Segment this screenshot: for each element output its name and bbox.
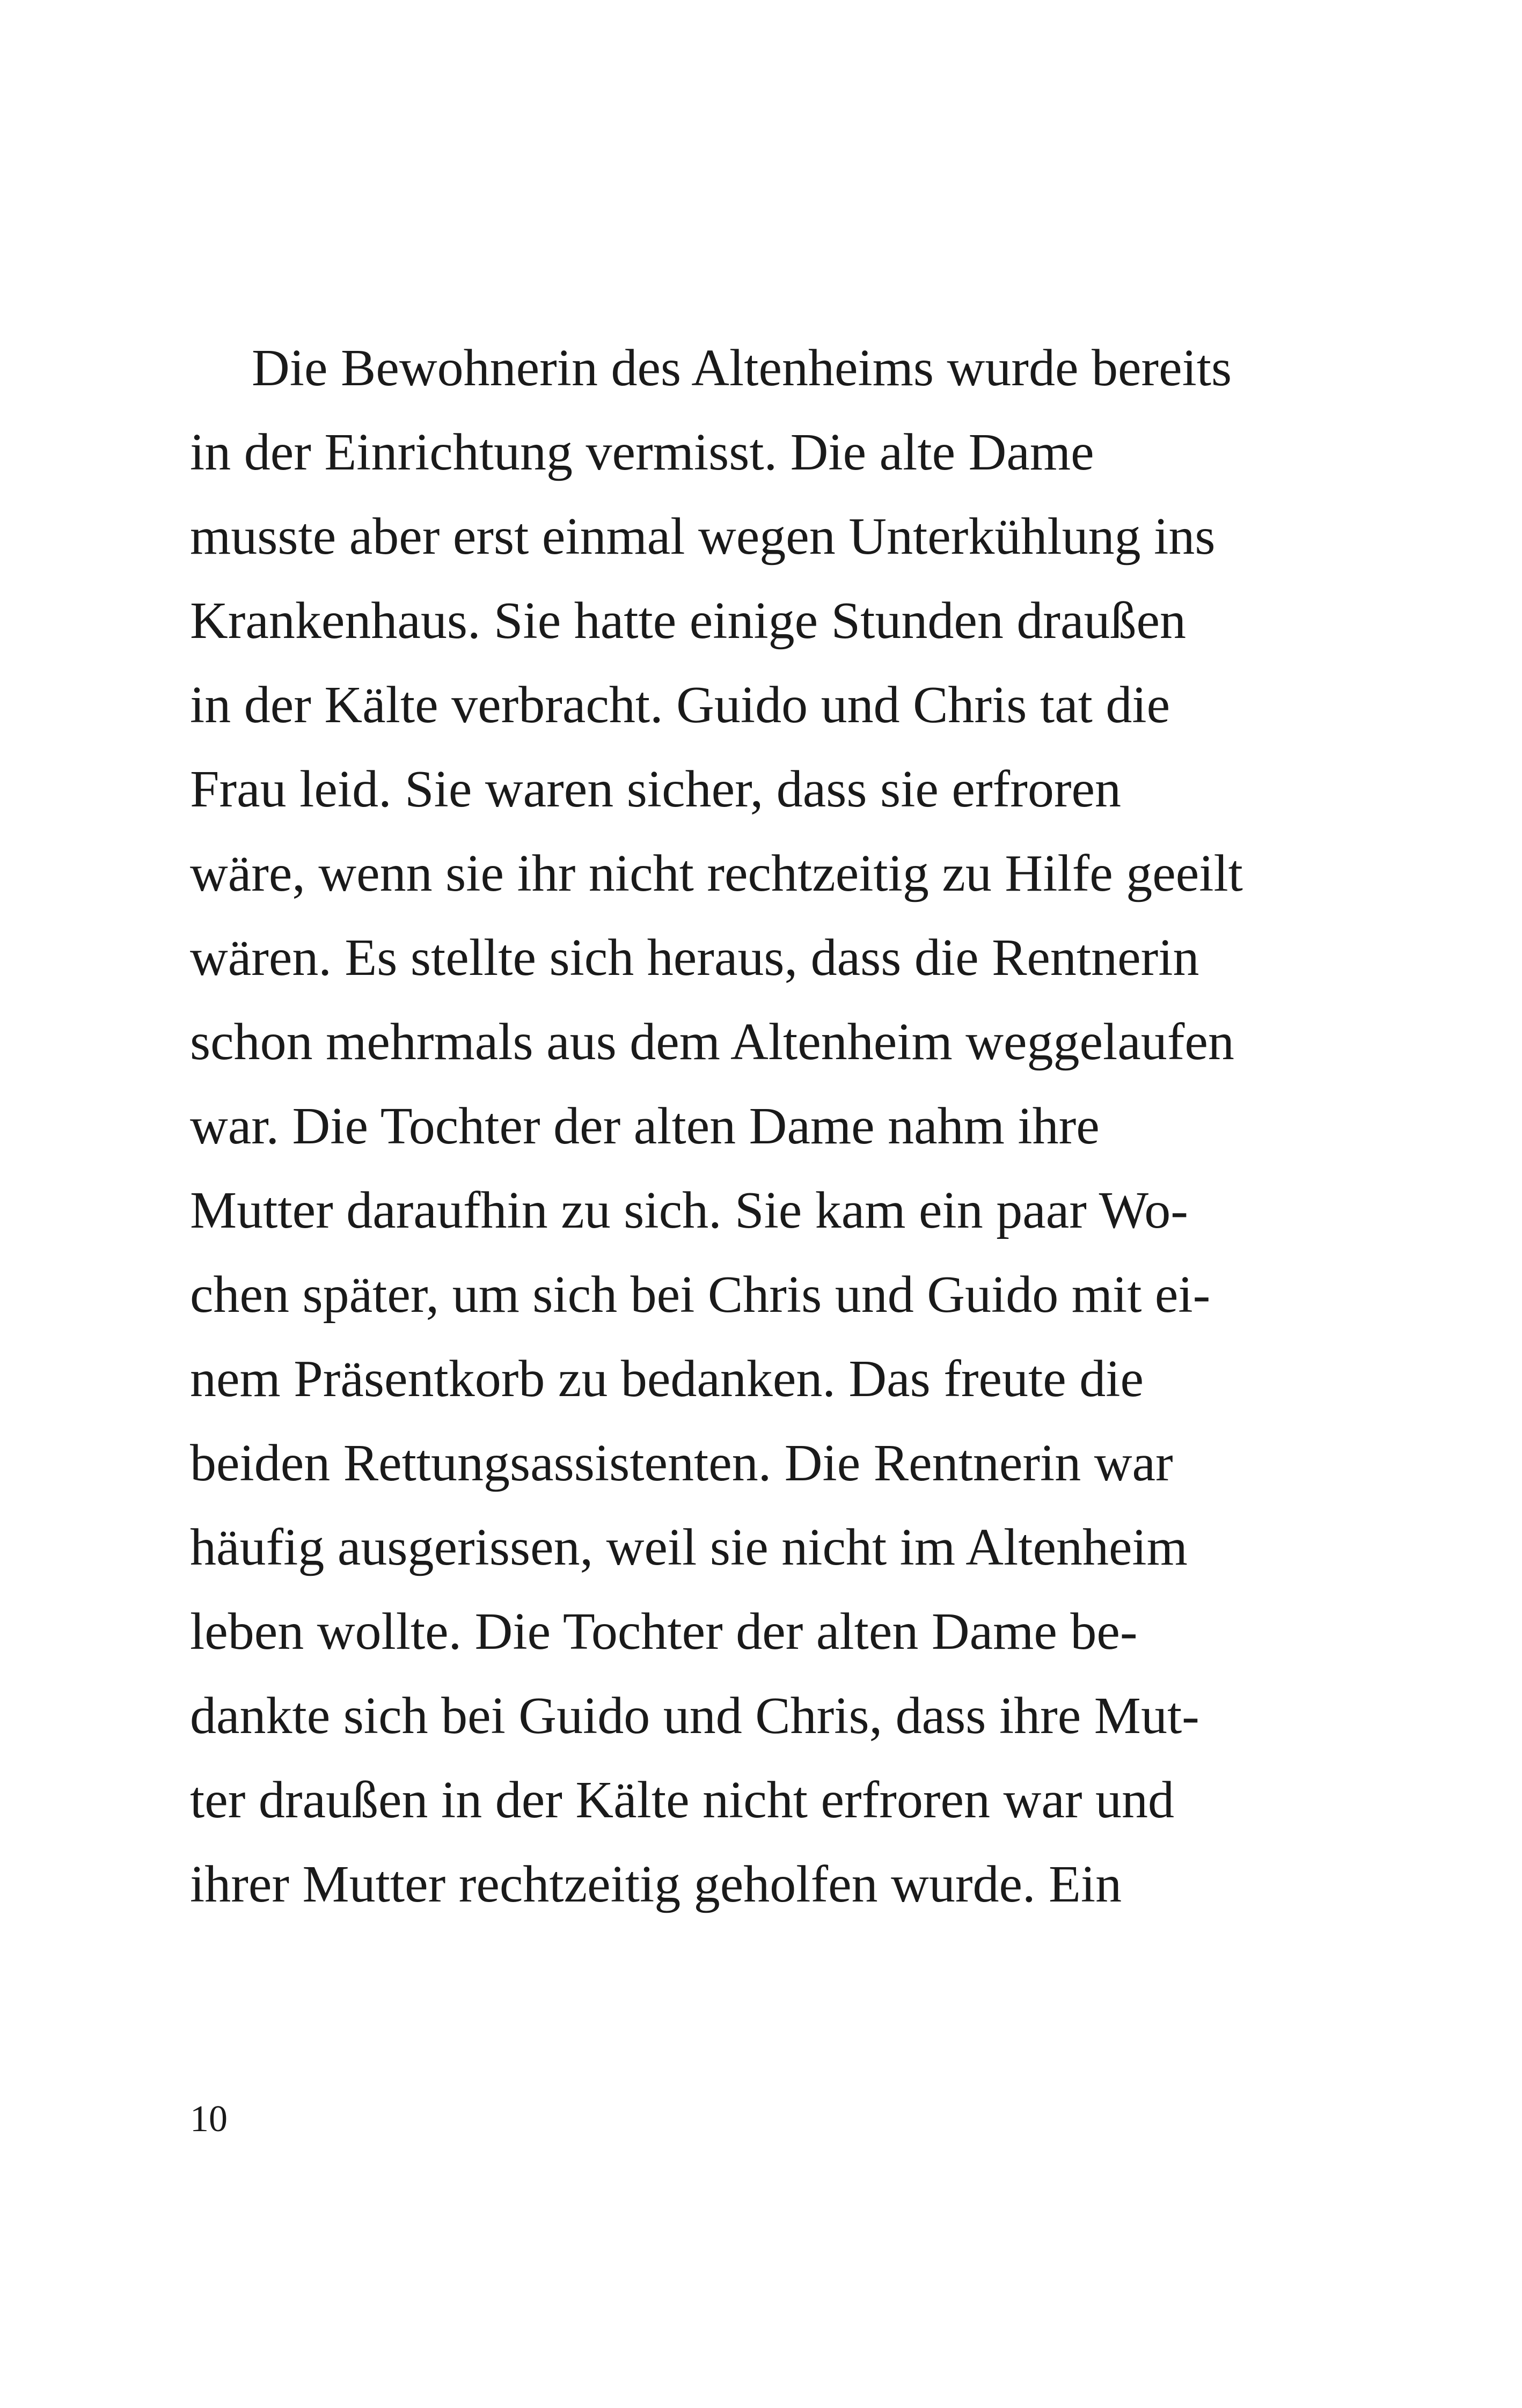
text-line: Die Bewohnerin des Altenheims wurde bereits xyxy=(252,339,1232,397)
text-line: dankte sich bei Guido und Chris, dass ihre Mut- xyxy=(190,1687,1199,1745)
text-line: beiden Rettungsassistenten. Die Rentnerin war xyxy=(190,1434,1173,1492)
text-line: Krankenhaus. Sie hatte einige Stunden draußen xyxy=(190,592,1187,650)
text-line: chen später, um sich bei Chris und Guido mit ei- xyxy=(190,1266,1211,1324)
text-line: war. Die Tochter der alten Dame nahm ihre xyxy=(190,1097,1100,1155)
text-line: Mutter daraufhin zu sich. Sie kam ein paar Wo- xyxy=(190,1181,1188,1239)
text-line: wären. Es stellte sich heraus, dass die Rentnerin xyxy=(190,929,1199,987)
text-line: ter draußen in der Kälte nicht erfroren war und xyxy=(190,1771,1174,1829)
text-line: schon mehrmals aus dem Altenheim weggelaufen xyxy=(190,1013,1234,1071)
text-line: in der Kälte verbracht. Guido und Chris tat die xyxy=(190,676,1170,734)
text-line: in der Einrichtung vermisst. Die alte Dame xyxy=(190,423,1094,481)
text-line: ihrer Mutter rechtzeitig geholfen wurde. Ein xyxy=(190,1855,1122,1913)
text-line: häufig ausgerissen, weil sie nicht im Altenheim xyxy=(190,1518,1188,1576)
page-number: 10 xyxy=(190,2098,228,2140)
text-line: Frau leid. Sie waren sicher, dass sie erfroren xyxy=(190,760,1121,818)
text-line: leben wollte. Die Tochter der alten Dame be- xyxy=(190,1603,1138,1661)
body-paragraph xyxy=(190,326,1360,1927)
text-line: wäre, wenn sie ihr nicht rechtzeitig zu Hilfe geeilt xyxy=(190,845,1243,902)
text-line: musste aber erst einmal wegen Unterkühlung ins xyxy=(190,508,1216,566)
text-line: nem Präsentkorb zu bedanken. Das freute die xyxy=(190,1350,1144,1408)
